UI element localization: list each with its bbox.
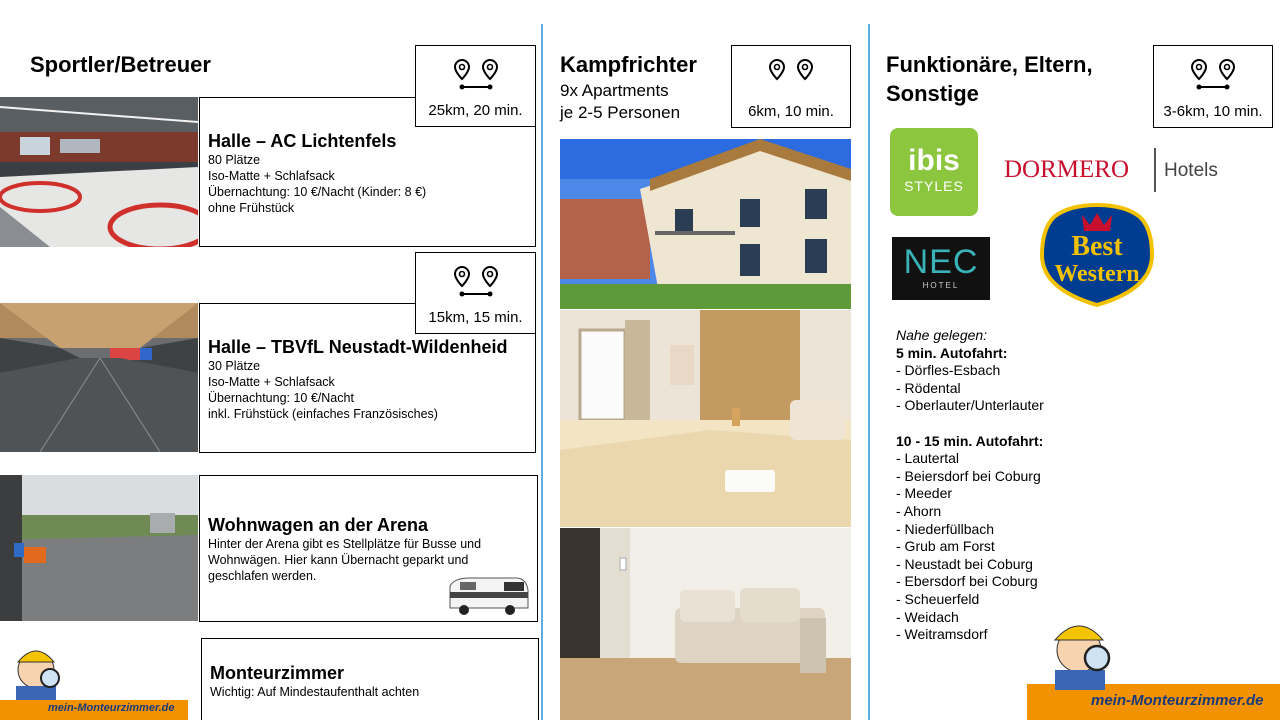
nearby-label: Nahe gelegen:: [896, 327, 988, 343]
distance-box-officials: [1153, 45, 1273, 128]
distance-box-judges: [731, 45, 851, 128]
distance-text: 15km, 15 min.: [428, 309, 523, 326]
distance-text: 25km, 20 min.: [428, 102, 523, 119]
dormero-hotels-text: Hotels: [1164, 160, 1218, 181]
column-divider-left: [541, 24, 543, 720]
venue-detail: ohne Frühstück: [208, 201, 295, 215]
photo-apartment-exterior: [560, 139, 851, 309]
distance-text: 3-6km, 10 min.: [1163, 103, 1263, 120]
list-item: - Weidach: [896, 608, 959, 625]
venue-detail: Hinter der Arena gibt es Stellplätze für Busse und: [208, 537, 482, 551]
motorhome-icon: [446, 574, 530, 618]
section-title-athletes: Sportler/Betreuer: [30, 52, 211, 77]
dormero-divider: [1154, 148, 1156, 192]
list-item: - Weitramsdorf: [896, 626, 988, 643]
section-title-officials-2: Sonstige: [886, 81, 979, 106]
ibis-logo-text: ibis: [908, 144, 960, 177]
venue-detail: Wohnwägen. Hier kann Übernacht geparkt und: [208, 553, 469, 567]
distance-box-neustadt: [415, 252, 536, 334]
section-title-judges: Kampfrichter: [560, 52, 697, 77]
list-item: - Dörfles-Esbach: [896, 362, 1001, 379]
monteurzimmer-logo-right: [1027, 612, 1280, 720]
route-pins-icon: [1189, 58, 1237, 92]
group2-title: 10 - 15 min. Autofahrt:: [896, 432, 1044, 449]
list-item: - Scheuerfeld: [896, 590, 980, 607]
photo-hall-lichtenfels: [0, 97, 198, 247]
venue-detail: Iso-Matte + Schlafsack: [208, 375, 335, 389]
monteurzimmer-logo-text: mein-Monteurzimmer.de: [1091, 692, 1264, 709]
route-pins-icon: [452, 58, 500, 92]
venue-detail: 80 Plätze: [208, 153, 261, 167]
venue-card-caravan: [199, 475, 538, 622]
venue-detail: Iso-Matte + Schlafsack: [208, 169, 335, 183]
nearby-places-list: [896, 327, 1136, 644]
monteurzimmer-logo-left: [0, 640, 188, 720]
distance-box-lichtenfels: [415, 45, 536, 127]
venue-title: Halle – TBVfL Neustadt-Wildenheid: [208, 337, 508, 357]
venue-title: Halle – AC Lichtenfels: [208, 131, 397, 151]
venue-detail: Übernachtung: 10 €/Nacht: [208, 391, 354, 405]
list-item: - Oberlauter/Unterlauter: [896, 397, 1044, 414]
route-pins-icon: [452, 265, 500, 299]
photo-arena-parking: [0, 475, 198, 621]
photo-apartment-bedroom: [560, 310, 851, 527]
ibis-styles-logo: [890, 128, 978, 216]
nec-logo-subtext: HOTEL: [922, 281, 960, 290]
venue-detail: Übernachtung: 10 €/Nacht (Kinder: 8 €): [208, 185, 427, 199]
venue-detail: geschlafen werden.: [208, 569, 317, 583]
group1-title: 5 min. Autofahrt:: [896, 344, 1008, 361]
judges-subtitle-1: 9x Apartments: [560, 81, 669, 100]
list-item: - Ebersdorf bei Coburg: [896, 573, 1038, 590]
list-item: - Rödental: [896, 379, 961, 396]
list-item: - Neustadt bei Coburg: [896, 555, 1033, 572]
distance-text: 6km, 10 min.: [748, 103, 834, 120]
list-item: - Meeder: [896, 485, 953, 502]
best-western-logo: [1040, 203, 1154, 307]
venue-detail: inkl. Frühstück (einfaches Französisches): [208, 407, 438, 421]
section-title-officials-1: Funktionäre, Eltern,: [886, 52, 1093, 77]
venue-card-monteurzimmer: [201, 638, 539, 720]
photo-hall-neustadt: [0, 303, 198, 452]
best-western-text-2: Western: [1054, 261, 1140, 287]
venue-detail: 30 Plätze: [208, 359, 261, 373]
venue-title: Wohnwagen an der Arena: [208, 515, 429, 535]
photo-apartment-sofa: [560, 528, 851, 720]
list-item: - Lautertal: [896, 450, 960, 467]
list-item: - Ahorn: [896, 502, 942, 519]
venue-detail: Wichtig: Auf Mindestaufenthalt achten: [210, 685, 420, 699]
list-item: - Grub am Forst: [896, 538, 995, 555]
venue-title: Monteurzimmer: [210, 663, 345, 683]
best-western-text-1: Best: [1071, 231, 1123, 262]
dormero-logo-text: DORMERO: [1004, 156, 1130, 183]
ibis-logo-subtext: STYLES: [904, 178, 964, 194]
list-item: - Niederfüllbach: [896, 520, 995, 537]
monteurzimmer-logo-text: mein-Monteurzimmer.de: [48, 702, 175, 714]
column-divider-right: [868, 24, 870, 720]
route-pins-icon: [767, 58, 815, 92]
dormero-logo: [1004, 148, 1224, 192]
nec-hotel-logo: [892, 237, 990, 300]
list-item: - Beiersdorf bei Coburg: [896, 467, 1041, 484]
nec-logo-text: NEC: [903, 243, 979, 281]
judges-subtitle-2: je 2-5 Personen: [560, 103, 681, 122]
